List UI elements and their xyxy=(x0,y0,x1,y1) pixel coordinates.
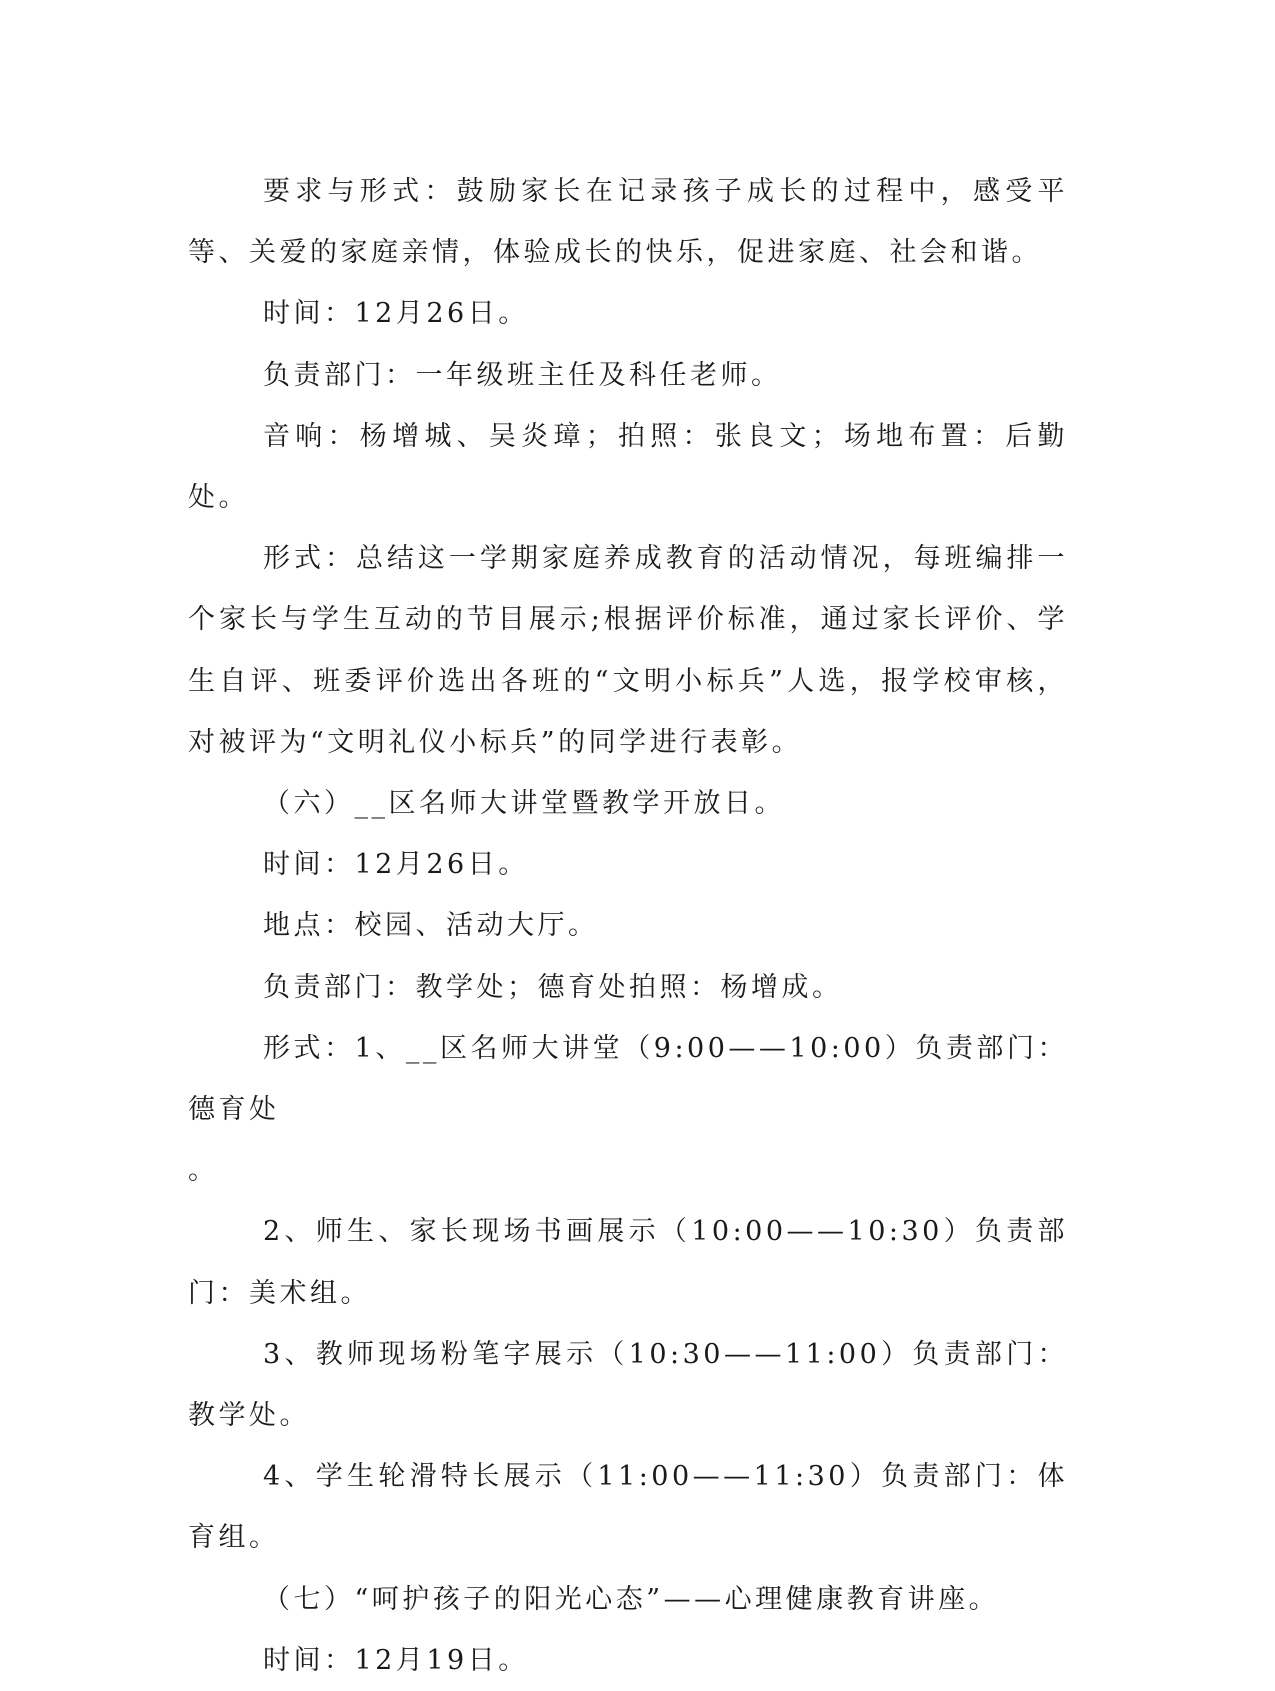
document-body xyxy=(188,161,1068,1691)
paragraph-time-1: 时间：12月26日。 xyxy=(263,298,529,330)
paragraph-item-3: 3、教师现场粉笔字展示（10:30——11:00）负责部门：教学处。 xyxy=(188,1338,1068,1432)
paragraph-location: 地点：校园、活动大厅。 xyxy=(263,910,599,942)
paragraph-item-2: 2、师生、家长现场书画展示（10:00——10:30）负责部门：美术组。 xyxy=(188,1216,1068,1309)
paragraph-staff: 音响：杨增城、吴炎璋；拍照：张良文；场地布置：后勤处。 xyxy=(188,420,1068,514)
paragraph-time-2: 时间：12月26日。 xyxy=(263,849,529,881)
paragraph-requirements: 要求与形式：鼓励家长在记录孩子成长的过程中，感受平等、关爱的家庭亲情，体验成长的快乐，促进家庭、社会和谐。 xyxy=(188,176,1068,269)
paragraph-format-2: 形式：1、__区名师大讲堂（9:00——10:00）负责部门：德育处 xyxy=(188,1032,1068,1126)
paragraph-department-1: 负责部门：一年级班主任及科任老师。 xyxy=(263,359,782,391)
paragraph-time-3: 时间：12月19日。 xyxy=(263,1644,529,1676)
paragraph-section-seven: （七）“呵护孩子的阳光心态”——心理健康教育讲座。 xyxy=(263,1583,1000,1615)
paragraph-section-six: （六）__区名师大讲堂暨教学开放日。 xyxy=(263,788,785,820)
paragraph-format-1: 形式：总结这一学期家庭养成教育的活动情况，每班编排一个家长与学生互动的节目展示;根据评价标准，通过家长评价、学生自评、班委评价选出各班的“文明小标兵”人选，报学校审核，对被评为“文明礼仪小标兵”的同学进行表彰。 xyxy=(188,543,1068,758)
paragraph-period: 。 xyxy=(188,1155,219,1187)
paragraph-department-2: 负责部门：教学处；德育处拍照：杨增成。 xyxy=(263,971,843,1003)
paragraph-item-4: 4、学生轮滑特长展示（11:00——11:30）负责部门：体育组。 xyxy=(188,1461,1068,1554)
